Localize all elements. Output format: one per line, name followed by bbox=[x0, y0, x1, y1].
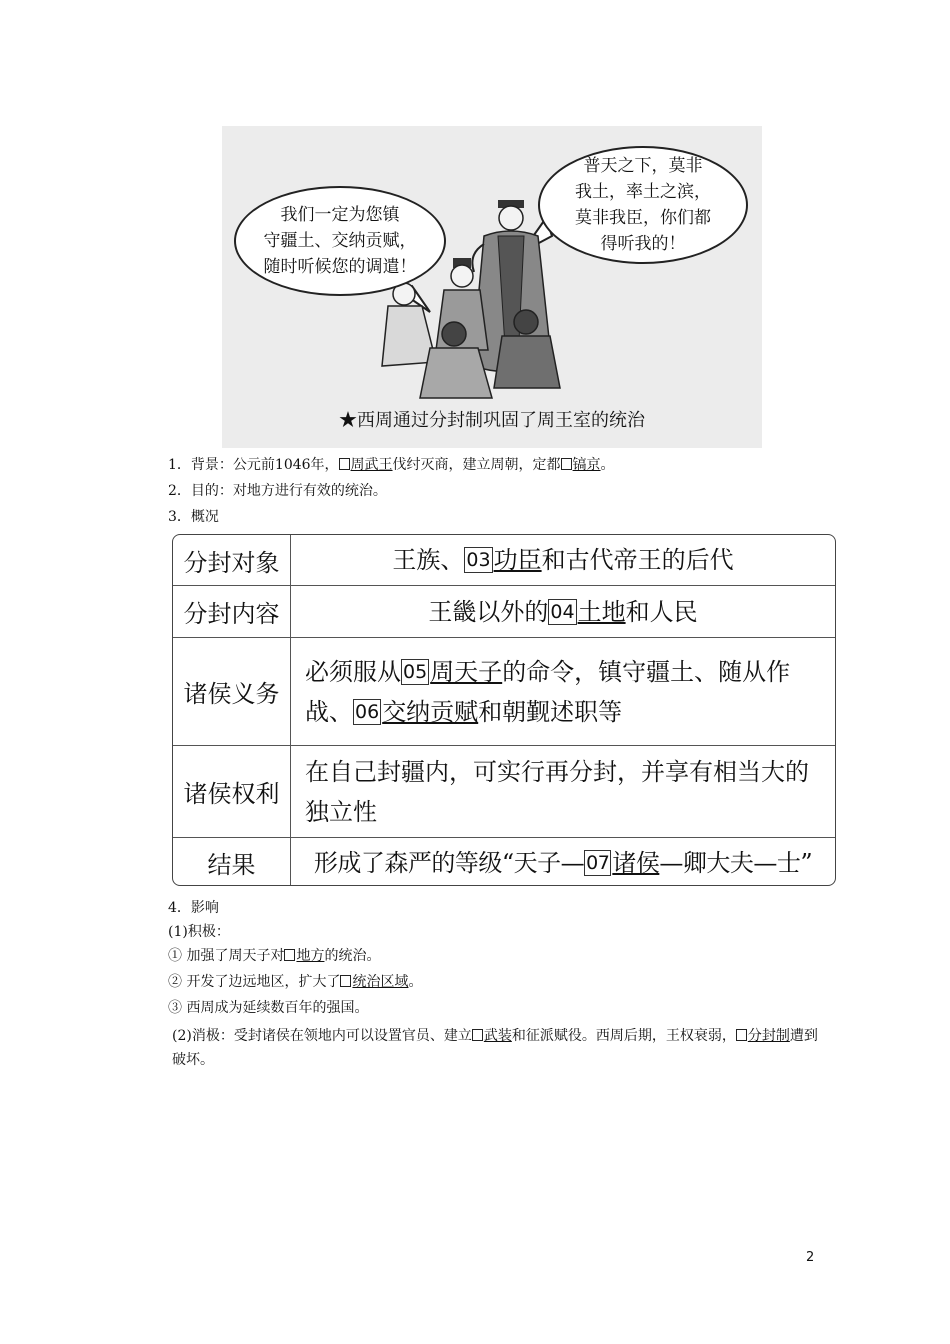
row-content: 形成了森严的等级“天子— 07 诸侯 —卿大夫—士” bbox=[291, 838, 835, 886]
speech-bubble-officials bbox=[234, 186, 446, 296]
answer: 统治区域 bbox=[352, 974, 409, 990]
blank-number: 03 bbox=[466, 549, 491, 571]
answer: 周天子 bbox=[430, 657, 503, 686]
answer: 地方 bbox=[296, 948, 325, 964]
blank-number: 06 bbox=[355, 700, 380, 723]
table-row bbox=[173, 637, 835, 745]
item-background: 1．背景：公元前1046年， 周武王伐纣灭商，建立周朝，定都 镐京。 bbox=[168, 457, 615, 473]
bubble-right-text: 普天之下，莫非 我土，率土之滨， 莫非我臣，你们都 得听我的！ bbox=[575, 156, 711, 254]
row-content: 王族、 03 功臣 和古代帝王的后代 bbox=[291, 535, 835, 585]
impact-positive-2: ② 开发了边远地区，扩大了 统治区域。 bbox=[168, 974, 423, 990]
row-label: 分封内容 bbox=[173, 586, 291, 637]
impact-negative: (2)消极：受封诸侯在领地内可以设置官员、建立 武装和征派赋役。西周后期，王权衰弱， 分封制遭到破坏。 bbox=[172, 1028, 818, 1068]
answer: 交纳贡赋 bbox=[382, 697, 479, 726]
blank-box bbox=[561, 458, 572, 470]
item-impact-title: 4．影响 bbox=[168, 900, 219, 916]
overview-table bbox=[172, 534, 836, 886]
answer: 土地 bbox=[577, 597, 626, 626]
row-label: 分封对象 bbox=[173, 535, 291, 585]
impact-positive-title: (1)积极： bbox=[168, 924, 230, 940]
row-content: 在自己封疆内，可实行再分封，并享有相当大的独立性 bbox=[305, 757, 809, 826]
official-kneeling-left bbox=[382, 283, 436, 366]
answer: 分封制 bbox=[747, 1028, 790, 1044]
illustration-figure bbox=[222, 126, 762, 448]
table-row bbox=[173, 535, 835, 585]
impact-positive-1: ① 加强了周天子对 地方的统治。 bbox=[168, 948, 381, 964]
row-label: 诸侯义务 bbox=[173, 638, 291, 745]
figure-caption: ★西周通过分封制巩固了周王室的统治 bbox=[339, 410, 645, 431]
item-purpose: 2．目的：对地方进行有效的统治。 bbox=[168, 483, 387, 499]
blank-box bbox=[339, 458, 350, 470]
answer: 功臣 bbox=[493, 546, 542, 574]
row-content: 王畿以外的 04 土地 和人民 bbox=[291, 586, 835, 637]
speech-bubble-king bbox=[538, 146, 748, 264]
row-content: 必须服从 05 周天子的命令，镇守疆土、随从作战、 06 交纳贡赋和朝觐述职等 bbox=[305, 657, 791, 726]
page-number: 2 bbox=[806, 1250, 815, 1265]
row-label: 结果 bbox=[173, 838, 291, 886]
row-label: 诸侯权利 bbox=[173, 746, 291, 837]
item-overview-title: 3．概况 bbox=[168, 509, 219, 525]
table-row bbox=[173, 745, 835, 837]
answer-zhou-wuwang: 周武王 bbox=[350, 457, 393, 473]
impact-positive-3: ③ 西周成为延续数百年的强国。 bbox=[168, 1000, 369, 1016]
blank-number: 05 bbox=[403, 660, 428, 683]
answer: 诸侯 bbox=[612, 848, 660, 877]
table-row bbox=[173, 585, 835, 637]
blank-box bbox=[340, 975, 351, 987]
table-row bbox=[173, 837, 835, 886]
answer: 武装 bbox=[483, 1028, 512, 1044]
bubble-left-text: 我们一定为您镇 守疆土、交纳贡赋， 随时听候您的调遣！ bbox=[263, 205, 417, 277]
blank-number: 07 bbox=[586, 851, 610, 874]
blank-number: 04 bbox=[550, 600, 575, 623]
blank-box bbox=[284, 949, 295, 961]
blank-box bbox=[736, 1029, 747, 1041]
answer-haojing: 镐京 bbox=[572, 457, 601, 473]
blank-box bbox=[472, 1029, 483, 1041]
